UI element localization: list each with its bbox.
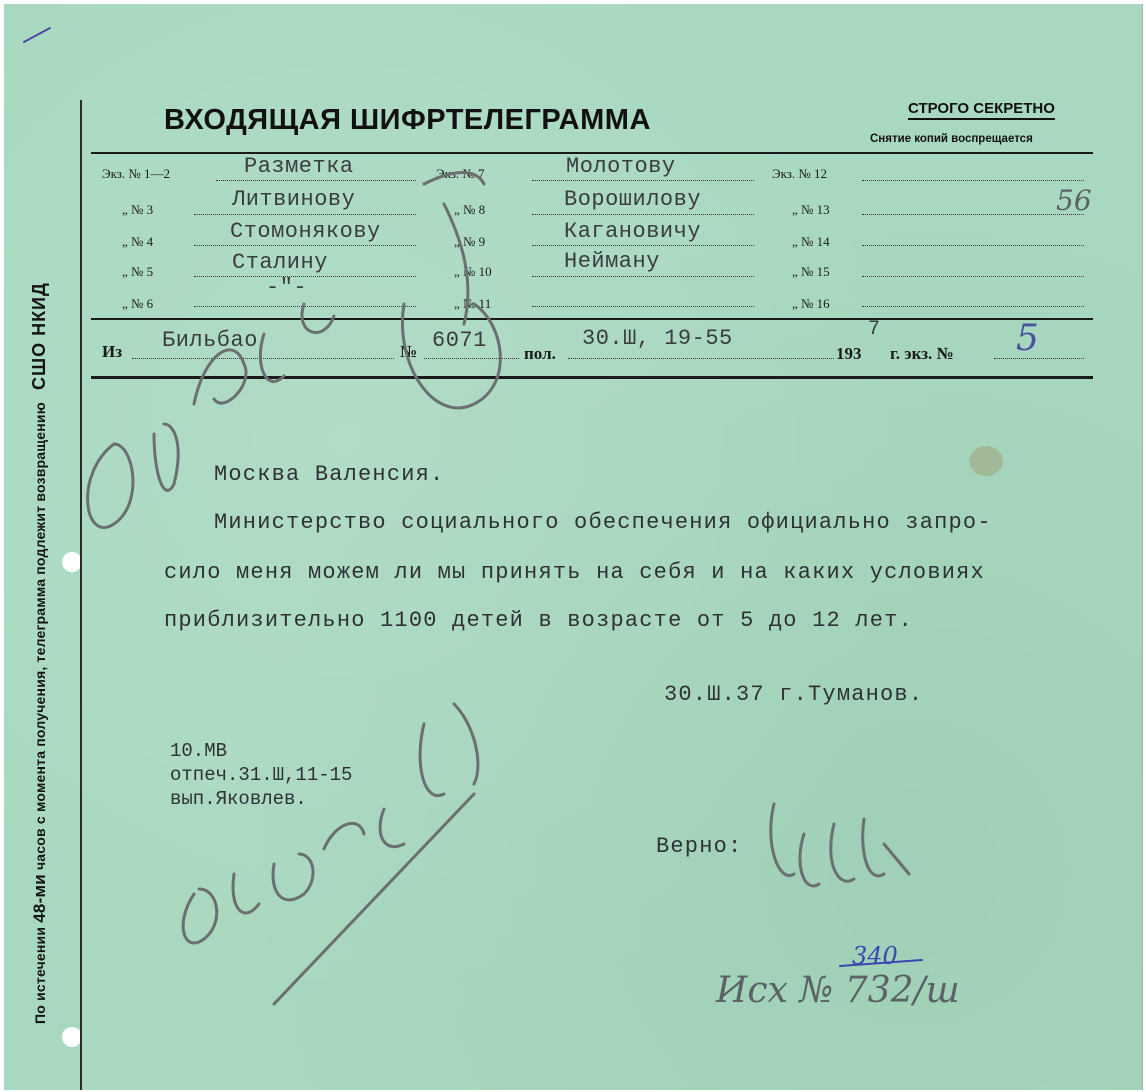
message-line: приблизительно 1100 детей в возрасте от 5 до 12 лет.: [164, 608, 913, 633]
copy-label: „ № 3: [122, 202, 154, 217]
pencil-scribble-center: [402, 172, 500, 407]
message-line: сило меня можем ли мы принять на себя и на каких условиях: [164, 560, 985, 585]
handwritten-copy-number: 56: [1056, 184, 1092, 217]
side-text-pre: По истечении: [32, 926, 48, 1024]
copy-recipient: Кагановичу: [564, 219, 702, 244]
message-signature: 30.Ш.37 г.Туманов.: [664, 682, 924, 707]
pencil-scribble-lower: [183, 704, 478, 1004]
copy-label: „ № 10: [454, 264, 492, 279]
footer-note: 10.МВ: [170, 740, 228, 762]
pen-tick-mark: [24, 28, 50, 42]
copy-label: Экз. № 12: [772, 166, 828, 181]
footer-note: отпеч.31.Ш,11-15: [170, 764, 353, 786]
copy-recipient: -"-: [266, 275, 308, 300]
handwritten-copy-no: 5: [1016, 318, 1039, 359]
copy-recipient: Молотову: [566, 154, 676, 179]
classification-stamp: СТРОГО СЕКРЕТНО: [908, 100, 1055, 120]
copy-label: „ № 13: [792, 202, 830, 217]
year-digit: 7: [868, 318, 881, 341]
no-copy-notice: Снятие копий воспрещается: [870, 133, 1033, 145]
copy-label: „ № 8: [454, 202, 486, 217]
copy-label: „ № 11: [454, 296, 492, 311]
side-text-org: СШО НКИД: [29, 282, 49, 391]
message-line: Министерство социального обеспечения официально запро-: [214, 510, 992, 535]
footer-note: вып.Яковлев.: [170, 788, 307, 810]
copy-recipient: Сталину: [232, 250, 328, 275]
copy-recipient: Нейману: [564, 249, 660, 274]
verified-signature: [771, 804, 909, 886]
from-city: Бильбао: [162, 328, 258, 353]
from-label: Из: [102, 342, 123, 361]
outgoing-number: 340: [852, 942, 898, 970]
year-suffix: г. экз. №: [890, 344, 954, 363]
message-address: Москва Валенсия.: [214, 462, 445, 487]
copy-recipient: Стомонякову: [230, 219, 381, 244]
handwriting-overlay: [4, 4, 1142, 1090]
paper-stain: [969, 446, 1003, 476]
copy-label: „ № 15: [792, 264, 830, 279]
number-label: №: [400, 342, 418, 361]
received-label: пол.: [524, 344, 556, 363]
telegram-sheet: [4, 4, 1143, 1090]
document-title: ВХОДЯЩАЯ ШИФРТЕЛЕГРАММА: [164, 104, 651, 136]
copy-label: „ № 5: [122, 264, 154, 279]
copy-label: „ № 16: [792, 296, 830, 311]
copy-recipient: Разметка: [244, 154, 354, 179]
received-datetime: 30.Ш, 19-55: [582, 326, 733, 351]
copy-recipient: Ворошилову: [564, 187, 702, 212]
side-text-hours: 48-ми: [30, 874, 49, 923]
outgoing-reference: Исх № 732/ш: [716, 970, 960, 1011]
verified-label: Верно:: [656, 834, 743, 859]
copy-label: „ № 14: [792, 234, 830, 249]
pencil-scribble-left: [88, 304, 334, 528]
telegram-number: 6071: [432, 328, 487, 353]
copy-recipient: Литвинову: [232, 187, 356, 212]
copy-label: Экз. № 1—2: [102, 166, 171, 181]
year-prefix: 193: [836, 344, 862, 363]
copy-label: „ № 9: [454, 234, 486, 249]
copy-label: „ № 6: [122, 296, 154, 311]
outgoing-underline: [840, 960, 922, 966]
copy-label: Экз. № 7: [436, 166, 485, 181]
side-text-post: часов с момента получения, телеграмма подлежит возвращению: [32, 402, 48, 871]
copy-label: „ № 4: [122, 234, 154, 249]
